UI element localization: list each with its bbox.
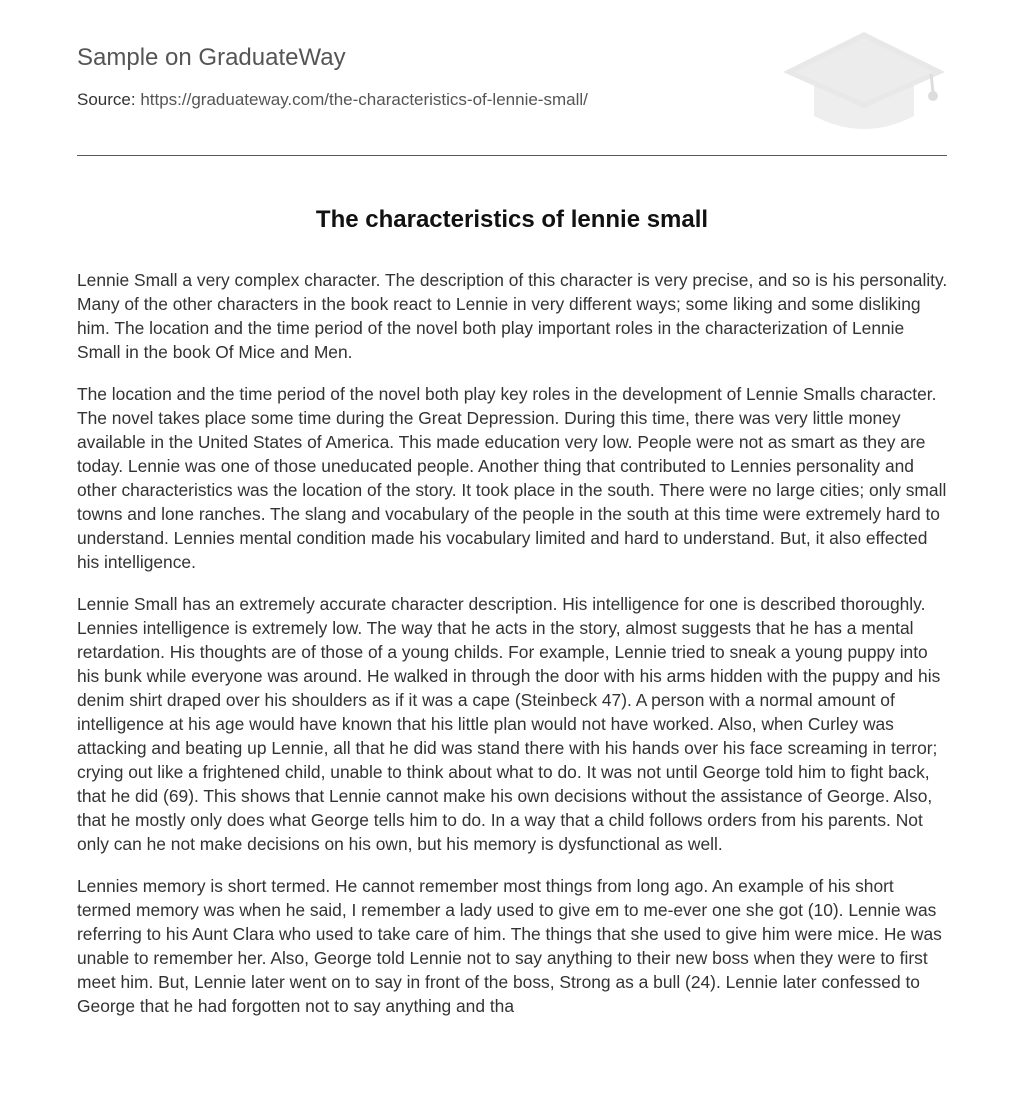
paragraph: Lennies memory is short termed. He cannot remember most things from long ago. An example of his short termed memory was when he said, I remember a lady used to give em to me-ever one she got (10). Lennie was referring to his Aunt Clara who used to take care of him. The things that she used to give him were mice. He was unable to remember her. Also, George told Lennie not to say anything to their new boss when they were to first meet him. But, Lennie later went on to say in front of the boss, Strong as a bull (24). Lennie later confessed to George that he had forgotten not to say anything and tha (77, 876, 942, 1016)
paragraph: The location and the time period of the novel both play key roles in the development of Lennie Smalls character. The novel takes place some time during the Great Depression. During this time, there was very little money available in the United States of America. This made education very low. People were not as smart as they are today. Lennie was one of those uneducated people. Another thing that contributed to Lennies personality and other characteristics was the location of the story. It took place in the south. There were no large cities; only small towns and lone ranches. The slang and vocabulary of the people in the south at this time were extremely hard to understand. Lennies mental condition made his vocabulary limited and hard to understand. But, it also effected his intelligence. (77, 384, 947, 572)
graduation-cap-icon (781, 30, 947, 134)
document-body (77, 268, 949, 1036)
page-header (77, 0, 947, 156)
site-title: Sample on GraduateWay (77, 44, 346, 71)
source-link[interactable]: https://graduateway.com/the-characteristics-of-lennie-small/ (140, 90, 588, 109)
source-line (77, 90, 588, 110)
source-label: Source: (77, 90, 136, 109)
paragraph: Lennie Small has an extremely accurate character description. His intelligence for one is described thoroughly. Lennies intelligence is extremely low. The way that he acts in the story, almost suggests that he has a mental retardation. His thoughts are of those of a young childs. For example, Lennie tried to sneak a young puppy into his bunk while everyone was around. He walked in through the door with his arms hidden with the puppy and his denim shirt draped over his shoulders as if it was a cape (Steinbeck 47). A person with a normal amount of intelligence at his age would have known that his little plan would not have worked. Also, when Curley was attacking and beating up Lennie, all that he did was stand there with his hands over his face screaming in terror; crying out like a frightened child, unable to think about what to do. It was not until George told him to fight back, that he did (69). This shows that Lennie cannot make his own decisions without the assistance of George. Also, that he mostly only does what George tells him to do. In a way that a child follows orders from his parents. Not only can he not make decisions on his own, but his memory is dysfunctional as well. (77, 594, 941, 854)
paragraph: Lennie Small a very complex character. The description of this character is very precise, and so is his personality. Many of the other characters in the book react to Lennie in very different ways; some liking and some disliking him. The location and the time period of the novel both play important roles in the characterization of Lennie Small in the book Of Mice and Men. (77, 270, 948, 362)
document-title: The characteristics of lennie small (315, 206, 709, 233)
header-divider (77, 155, 947, 156)
